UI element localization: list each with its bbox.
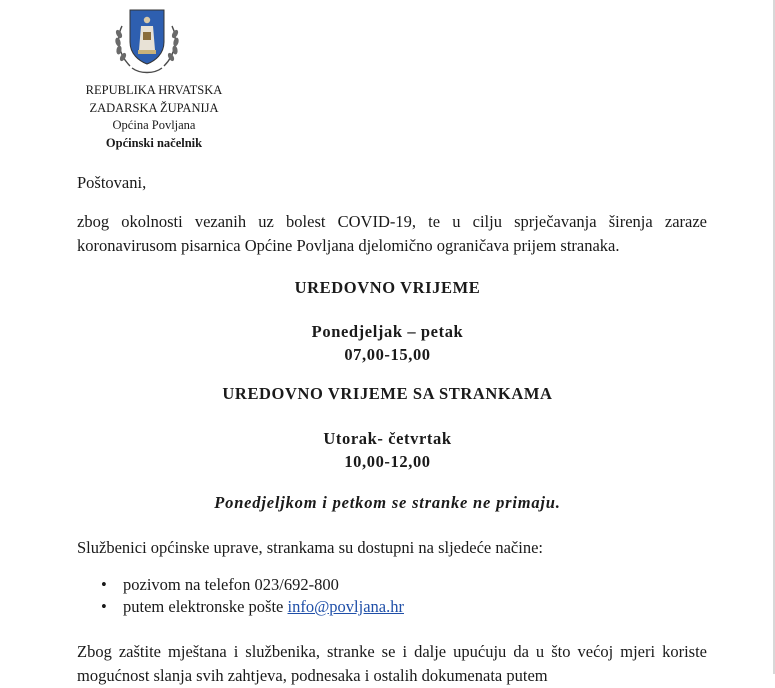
greeting: Poštovani, xyxy=(77,173,147,192)
list-item xyxy=(77,596,404,618)
sender-header xyxy=(64,82,244,152)
intro-paragraph: zbog okolnosti vezanih uz bolest COVID-19, te u cilju sprječavanja širenja zaraze koronavirusom pisarnica Općine Povljana djelomično ograničava prijem stranaka. xyxy=(77,212,707,255)
list-item xyxy=(77,574,404,596)
email-link[interactable]: info@povljana.hr xyxy=(287,597,404,616)
office-hours-days: Ponedjeljak – petak xyxy=(311,322,464,341)
header-municipality: Općina Povljana xyxy=(112,118,196,132)
office-hours-time: 07,00-15,00 xyxy=(344,345,431,364)
contact-intro: Službenici općinske uprave, strankama su dostupni na sljedeće načine: xyxy=(77,538,543,557)
bullet: • xyxy=(101,575,107,594)
closed-days-note: Ponedjeljkom i petkom se stranke ne primaju. xyxy=(214,493,561,512)
contact-list xyxy=(77,574,404,618)
closing-paragraph: Zbog zaštite mještana i službenika, stranke se i dalje upućuju da u što većoj mjeri koriste mogućnost slanja svih zahtjeva, podnesaka i ostalih dokumenata putem xyxy=(77,642,707,685)
header-county: ZADARSKA ŽUPANIJA xyxy=(89,100,219,115)
email-contact-label: putem elektronske pošte xyxy=(123,597,288,616)
coat-of-arms-icon xyxy=(108,4,186,78)
header-office: Općinski načelnik xyxy=(105,135,203,150)
client-hours-time: 10,00-12,00 xyxy=(344,452,431,471)
office-hours-title: UREDOVNO VRIJEME xyxy=(294,278,481,297)
client-hours-title: UREDOVNO VRIJEME SA STRANKAMA xyxy=(222,384,553,403)
header-country: REPUBLIKA HRVATSKA xyxy=(85,83,223,97)
bullet: • xyxy=(101,597,107,616)
office-hours-block xyxy=(0,320,775,366)
client-hours-days: Utorak- četvrtak xyxy=(323,429,452,448)
client-hours-block xyxy=(0,427,775,473)
phone-contact: pozivom na telefon 023/692-800 xyxy=(123,575,339,594)
